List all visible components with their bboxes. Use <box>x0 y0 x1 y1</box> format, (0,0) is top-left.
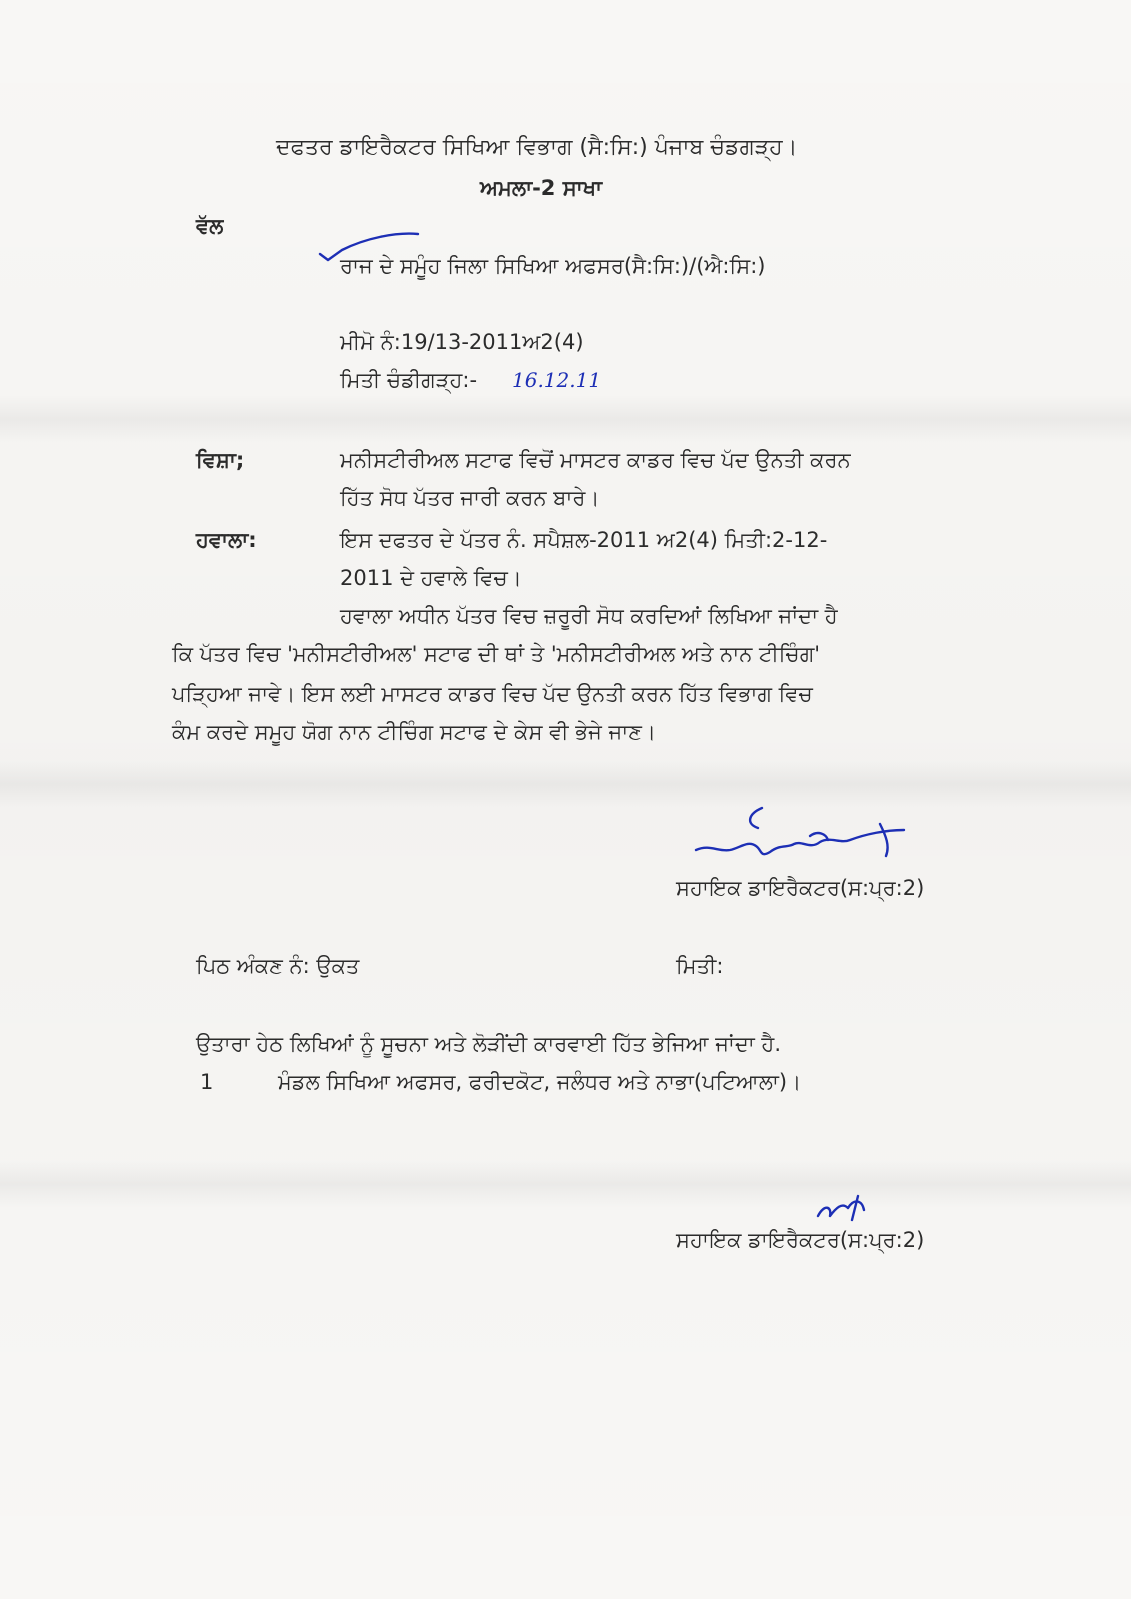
date-label: ਮਿਤੀ ਚੰਡੀਗੜ੍ਹ:- <box>340 368 478 392</box>
body-line-3: ਪੜ੍ਹਿਆ ਜਾਵੇ। ਇਸ ਲਈ ਮਾਸਟਰ ਕਾਡਰ ਵਿਚ ਪੱਦ ਉਨਤੀ ਕਰਨ ਹਿੱਤ ਵਿਭਾਗ ਵਿਚ <box>172 682 813 706</box>
subject-line-1: ਮਨੀਸਟੀਰੀਅਲ ਸਟਾਫ ਵਿਚੋਂ ਮਾਸਟਰ ਕਾਡਰ ਵਿਚ ਪੱਦ ਉਨਤੀ ਕਰਨ <box>340 448 851 472</box>
reference-line-1: ਇਸ ਦਫਤਰ ਦੇ ਪੱਤਰ ਨੰ. ਸਪੈਸ਼ਲ-2011 ਅ2(4) ਮਿਤੀ:2-12- <box>340 528 828 552</box>
subject-label: ਵਿਸ਼ਾ; <box>196 448 245 472</box>
reference-label: ਹਵਾਲਾ: <box>196 528 257 552</box>
office-heading: ਦਫਤਰ ਡਾਇਰੈਕਟਰ ਸਿਖਿਆ ਵਿਭਾਗ (ਸੈ:ਸਿ:) ਪੰਜਾਬ ਚੰਡਗੜ੍ਹ। <box>276 135 798 160</box>
initials-mark <box>812 1190 872 1230</box>
body-line-1: ਹਵਾਲਾ ਅਧੀਨ ਪੱਤਰ ਵਿਚ ਜ਼ਰੂਰੀ ਸੋਧ ਕਰਦਿਆਂ ਲਿਖਿਆ ਜਾਂਦਾ ਹੈ <box>340 604 838 628</box>
list-item: ਮੰਡਲ ਸਿਖਿਆ ਅਫਸਰ, ਫਰੀਦਕੋਟ, ਜਲੰਧਰ ਅਤੇ ਨਾਭਾ(ਪਟਿਆਲਾ)। <box>278 1070 802 1094</box>
handwritten-date: 16.12.11 <box>512 368 602 392</box>
memo-number: ਮੀਮੋ ਨੰ:19/13-2011ਅ2(4) <box>340 330 584 354</box>
scan-shadow-band <box>0 395 1131 443</box>
branch-heading: ਅਮਲਾ-2 ਸਾਖਾ <box>480 176 603 200</box>
subject-line-2: ਹਿੱਤ ਸੋਧ ਪੱਤਰ ਜਾਰੀ ਕਰਨ ਬਾਰੇ। <box>340 486 600 510</box>
reference-line-2: 2011 ਦੇ ਹਵਾਲੇ ਵਿਚ। <box>340 566 522 590</box>
copy-forwarded-line: ਉਤਾਰਾ ਹੇਠ ਲਿਖਿਆਂ ਨੂੰ ਸੂਚਨਾ ਅਤੇ ਲੋੜੀਂਦੀ ਕਾਰਵਾਈ ਹਿੱਤ ਭੇਜਿਆ ਜਾਂਦਾ ਹੈ. <box>196 1032 782 1056</box>
signature-mark <box>690 800 920 880</box>
endorsement-date-label: ਮਿਤੀ: <box>676 954 724 978</box>
body-line-4: ਕੰਮ ਕਰਦੇ ਸਮੂਹ ਯੋਗ ਨਾਨ ਟੀਚਿੰਗ ਸਟਾਫ ਦੇ ਕੇਸ ਵੀ ਭੇਜੇ ਜਾਣ। <box>172 720 657 744</box>
scan-shadow-band <box>0 760 1131 808</box>
recipient-line: ਰਾਜ ਦੇ ਸਮੂੰਹ ਜਿਲਾ ਸਿਖਿਆ ਅਫਸਰ(ਸੈ:ਸਿ:)/(ਐ:ਸਿ:) <box>340 254 766 278</box>
signatory-designation-2: ਸਹਾਇਕ ਡਾਇਰੈਕਟਰ(ਸ:ਪ੍ਰ:2) <box>676 1228 925 1252</box>
signatory-designation-1: ਸਹਾਇਕ ਡਾਇਰੈਕਟਰ(ਸ:ਪ੍ਰ:2) <box>676 876 925 900</box>
list-item-number: 1 <box>200 1070 214 1094</box>
to-label: ਵੱਲ <box>196 214 224 238</box>
body-line-2: ਕਿ ਪੱਤਰ ਵਿਚ 'ਮਨੀਸਟੀਰੀਅਲ' ਸਟਾਫ ਦੀ ਥਾਂ ਤੇ 'ਮਨੀਸਟੀਰੀਅਲ ਅਤੇ ਨਾਨ ਟੀਚਿੰਗ' <box>172 642 821 666</box>
endorsement-number: ਪਿਠ ਅੰਕਣ ਨੰ: ਉਕਤ <box>196 954 360 978</box>
scan-shadow-band <box>0 1160 1131 1208</box>
